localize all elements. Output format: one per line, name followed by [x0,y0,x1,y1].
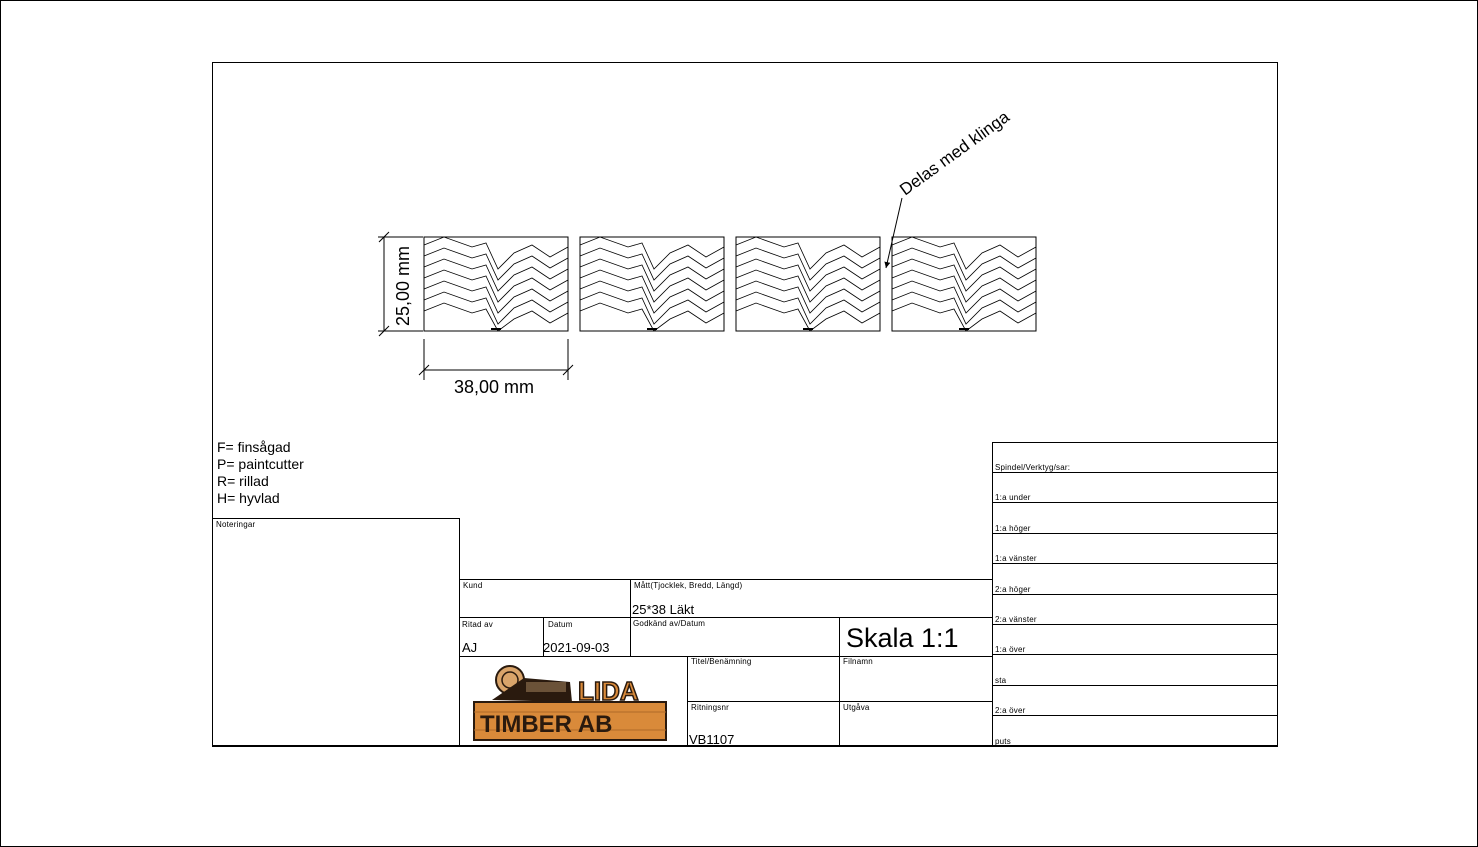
tools-divider [992,654,1278,655]
legend-p: P= paintcutter [217,456,304,472]
tool-row-label: 2:a över [995,706,1026,715]
timber-pieces [424,237,1036,331]
timber-piece [424,237,568,331]
notes-box [212,518,460,746]
height-dimension-label: 25,00 mm [393,245,413,326]
filnamn-label: Filnamn [843,657,873,666]
timber-piece [892,237,1036,331]
ritningsnr-value: VB1107 [689,732,735,747]
timber-piece [736,237,880,331]
tools-header: Spindel/Verktyg/sar: [995,463,1071,472]
tool-row-label: puts [995,737,1011,746]
tool-row-label: 1:a höger [995,524,1031,533]
tools-divider [992,472,1278,473]
notes-label: Noteringar [216,520,256,529]
matt-value: 25*38 Läkt [632,602,695,617]
scale-value: Skala 1:1 [846,623,959,653]
ritad-av-value: AJ [462,640,478,655]
annotation-label: Delas med klinga [896,107,1013,200]
ritningsnr-label: Ritningsnr [691,703,730,712]
width-dimension-label: 38,00 mm [454,377,535,397]
kund-label: Kund [463,581,483,590]
legend-h: H= hyvlad [217,490,280,506]
timber-piece [580,237,724,331]
company-logo [466,660,682,742]
tool-row-label: 2:a höger [995,585,1031,594]
tools-divider [992,715,1278,716]
ritad-av-label: Ritad av [462,620,493,629]
godkand-label: Godkänd av/Datum [633,619,706,628]
tools-divider [992,624,1278,625]
matt-label: Mått(Tjocklek, Bredd, Längd) [634,581,743,590]
tools-divider [992,563,1278,564]
legend-f: F= finsågad [217,439,291,455]
tools-divider [992,533,1278,534]
tool-row-label: 1:a över [995,645,1026,654]
titel-label: Titel/Benämning [691,657,752,666]
logo-top-text: LIDA [578,676,639,706]
kund-cell [459,579,631,618]
tool-row-label: 2:a vänster [995,615,1037,624]
datum-value: 2021-09-03 [543,640,610,655]
tools-divider [992,594,1278,595]
tools-divider [992,685,1278,686]
tools-divider [992,502,1278,503]
datum-label: Datum [548,620,573,629]
tool-row-label: 1:a under [995,493,1031,502]
logo-bottom-text: TIMBER AB [480,711,613,738]
width-dimension [419,339,573,380]
tool-row-label: sta [995,676,1007,685]
utgava-label: Utgåva [843,703,870,712]
tool-row-label: 1:a vänster [995,554,1037,563]
legend-r: R= rillad [217,473,269,489]
